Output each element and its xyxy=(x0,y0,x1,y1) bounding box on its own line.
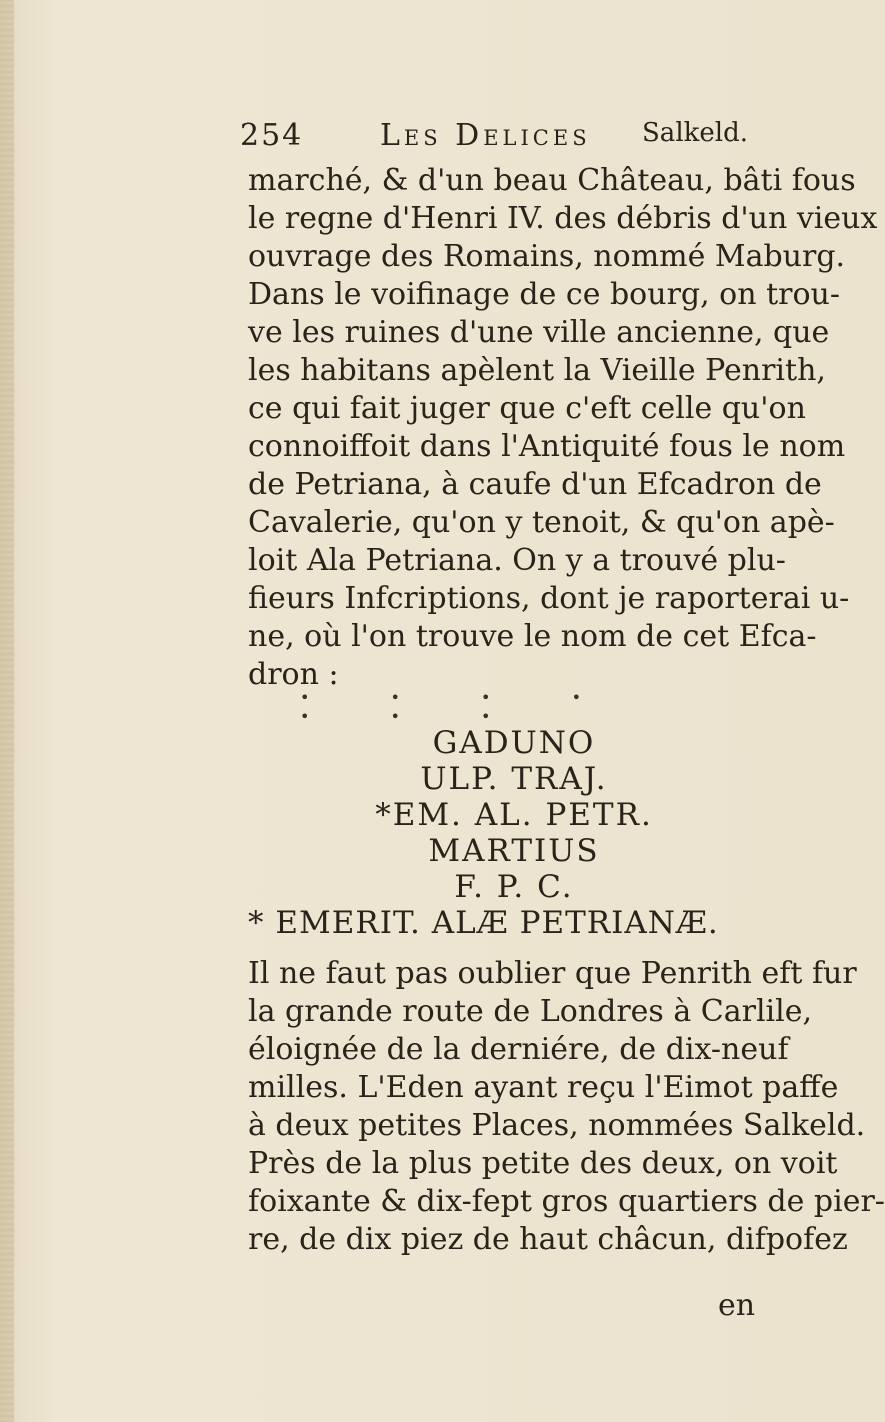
running-title: Les Delices xyxy=(380,118,591,153)
text-line: Cavalerie, qu'on y tenoit, & qu'on apè- xyxy=(248,505,835,540)
text-line: connoiffoit dans l'Antiquité fous le nom xyxy=(248,429,846,464)
text-line: foixante & dix-fept gros quartiers de pier- xyxy=(248,1184,885,1219)
text-line: les habitans apèlent la Vieille Penrith, xyxy=(248,353,826,388)
text-line: ce qui fait juger que c'eft celle qu'on xyxy=(248,391,806,426)
text-line: dron : xyxy=(248,657,339,692)
inscription-block xyxy=(248,725,780,941)
inscription-line: * EMERIT. ALÆ PETRIANÆ. xyxy=(248,905,719,941)
text-line: la grande route de Londres à Carlile, xyxy=(248,994,813,1029)
header-place: Salkeld. xyxy=(642,118,748,148)
text-line: loit Ala Petriana. On y a trouvé plu- xyxy=(248,543,786,578)
text-line: Dans le voifinage de ce bourg, on trou- xyxy=(248,277,841,312)
inscription-ornament: • • • • • • • xyxy=(300,688,620,726)
catchword: en xyxy=(718,1288,756,1323)
paragraph-2 xyxy=(248,955,885,1259)
inscription-line: F. P. C. xyxy=(454,869,574,905)
text-line: ne, où l'on trouve le nom de cet Efca- xyxy=(248,619,817,654)
inscription-line: MARTIUS xyxy=(428,833,600,869)
text-line: le regne d'Henri IV. des débris d'un vieux xyxy=(248,201,878,236)
inscription-line: ULP. TRAJ. xyxy=(420,761,608,797)
paragraph-1 xyxy=(248,162,878,694)
text-line: marché, & d'un beau Château, bâti fous xyxy=(248,163,856,198)
text-line: re, de dix piez de haut châcun, difpofez xyxy=(248,1222,848,1257)
text-line: Il ne faut pas oublier que Penrith eft fur xyxy=(248,956,857,991)
text-line: de Petriana, à caufe d'un Efcadron de xyxy=(248,467,822,502)
text-line: ve les ruines d'une ville ancienne, que xyxy=(248,315,830,350)
text-line: ouvrage des Romains, nommé Maburg. xyxy=(248,239,846,274)
text-line: à deux petites Places, nommées Salkeld. xyxy=(248,1108,866,1143)
page-edge xyxy=(0,0,14,1422)
running-header xyxy=(240,118,800,158)
page-number: 254 xyxy=(240,118,304,153)
inscription-line: GADUNO xyxy=(432,725,596,761)
text-line: milles. L'Eden ayant reçu l'Eimot paffe xyxy=(248,1070,839,1105)
inscription-line: *EM. AL. PETR. xyxy=(375,797,653,833)
text-line: Près de la plus petite des deux, on voit xyxy=(248,1146,838,1181)
text-line: éloignée de la derniére, de dix-neuf xyxy=(248,1032,789,1067)
text-line: fieurs Infcriptions, dont je raporterai u- xyxy=(248,581,850,616)
